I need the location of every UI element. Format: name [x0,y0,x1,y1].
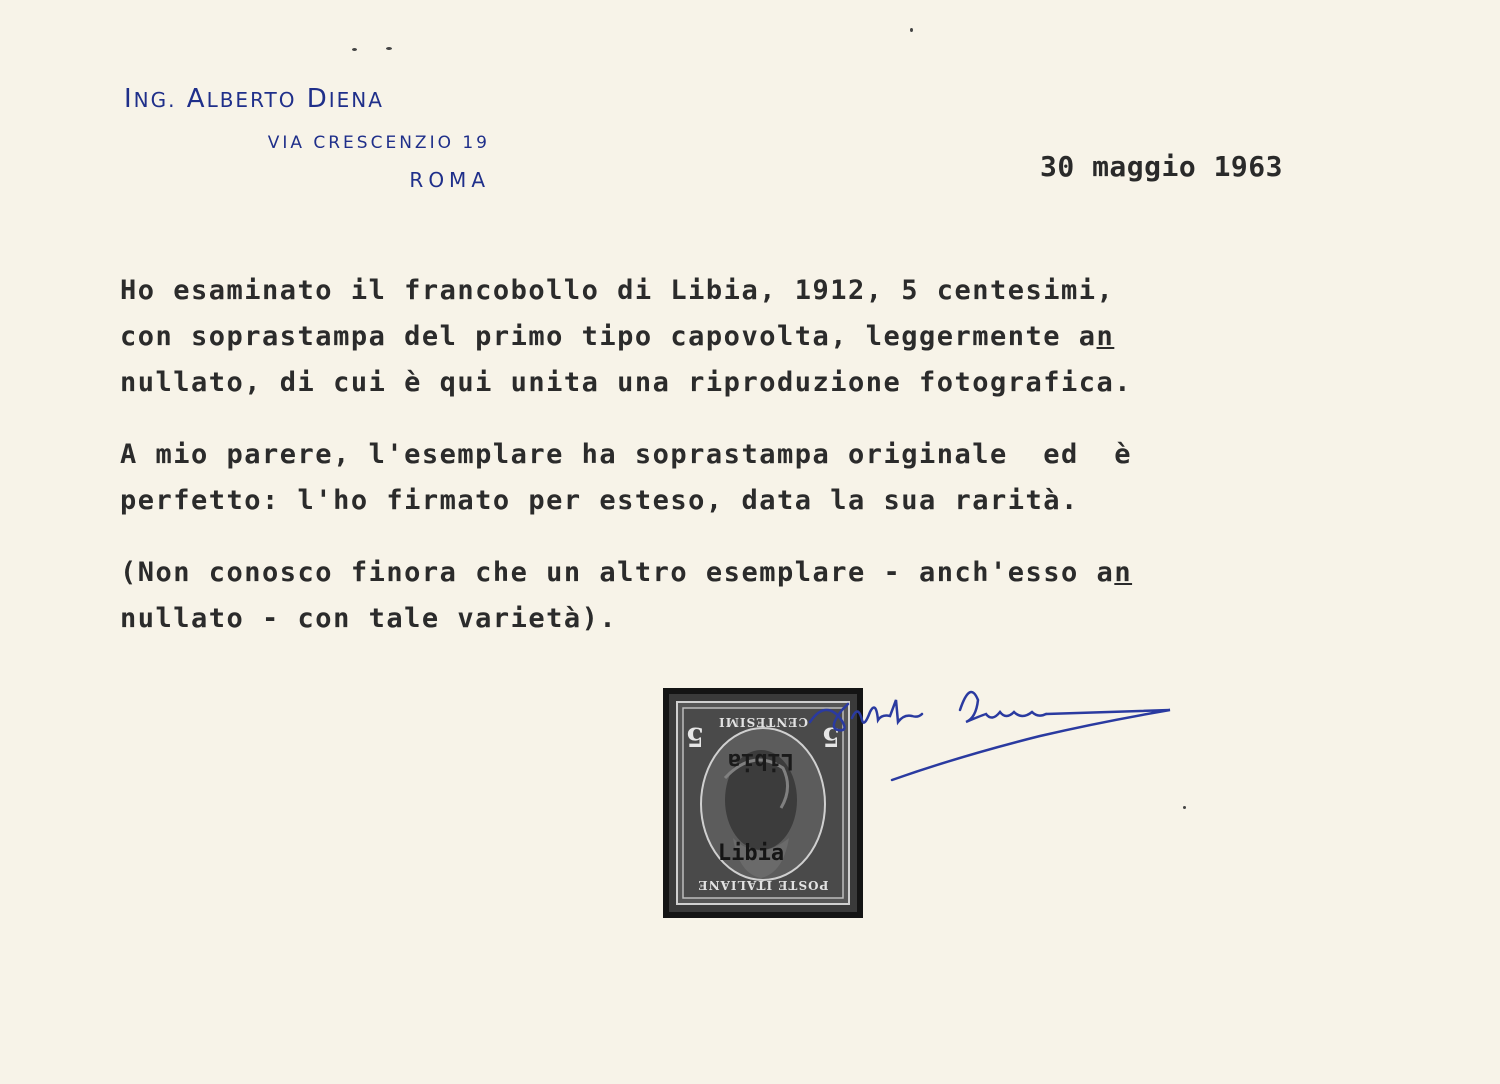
letterhead-name [124,84,494,114]
handwritten-signature [800,670,1180,790]
paragraph-line: nullato - con tale varietà). [120,603,618,634]
paper-speck [910,28,913,32]
first-name: LBERTO [206,88,297,112]
line-text: (Non conosco finora che un altro esemplare - anch'esso a [120,557,1115,588]
stamp-value-left: 5 [685,721,705,751]
stamp-bottom-label: POSTE ITALIANE [697,878,829,892]
paragraph-line: nullato, di cui è qui unita una riproduzione fotografica. [120,367,1133,398]
paper-speck [352,48,357,51]
paragraph-line [120,314,1330,360]
paragraph-line [120,550,1330,596]
letter-date: 30 maggio 1963 [1040,150,1284,183]
name-initial: I [124,84,134,114]
stamp-overprint-inverted: Libia [727,748,795,773]
paragraph-line: perfetto: l'ho firmato per esteso, data la sua rarità. [120,485,1079,516]
stamp-value-right: 5 [821,721,841,751]
hyphen-underline: n [1096,321,1115,352]
letterhead-street: VIA CRESCENZIO 19 [267,133,490,153]
last-name: IENA [328,88,384,112]
paper-speck [386,47,392,50]
stamp-overprint: Libia [717,841,785,866]
name-initial: A [186,84,207,114]
certificate-body [120,268,1330,642]
name-prefix: NG. [133,88,177,112]
line-text: con soprastampa del primo tipo capovolta, leggermente a [120,321,1097,352]
name-initial: D [306,84,329,114]
stamp-top-label: CENTESIMI [718,715,808,729]
paragraph-line: Ho esaminato il francobollo di Libia, 1912, 5 centesimi, [120,275,1115,306]
paragraph-line: A mio parere, l'esemplare ha soprastampa originale ed è [120,439,1133,470]
paper-speck [1183,806,1186,809]
hyphen-underline: n [1114,557,1133,588]
letterhead-city: ROMA [409,168,490,192]
